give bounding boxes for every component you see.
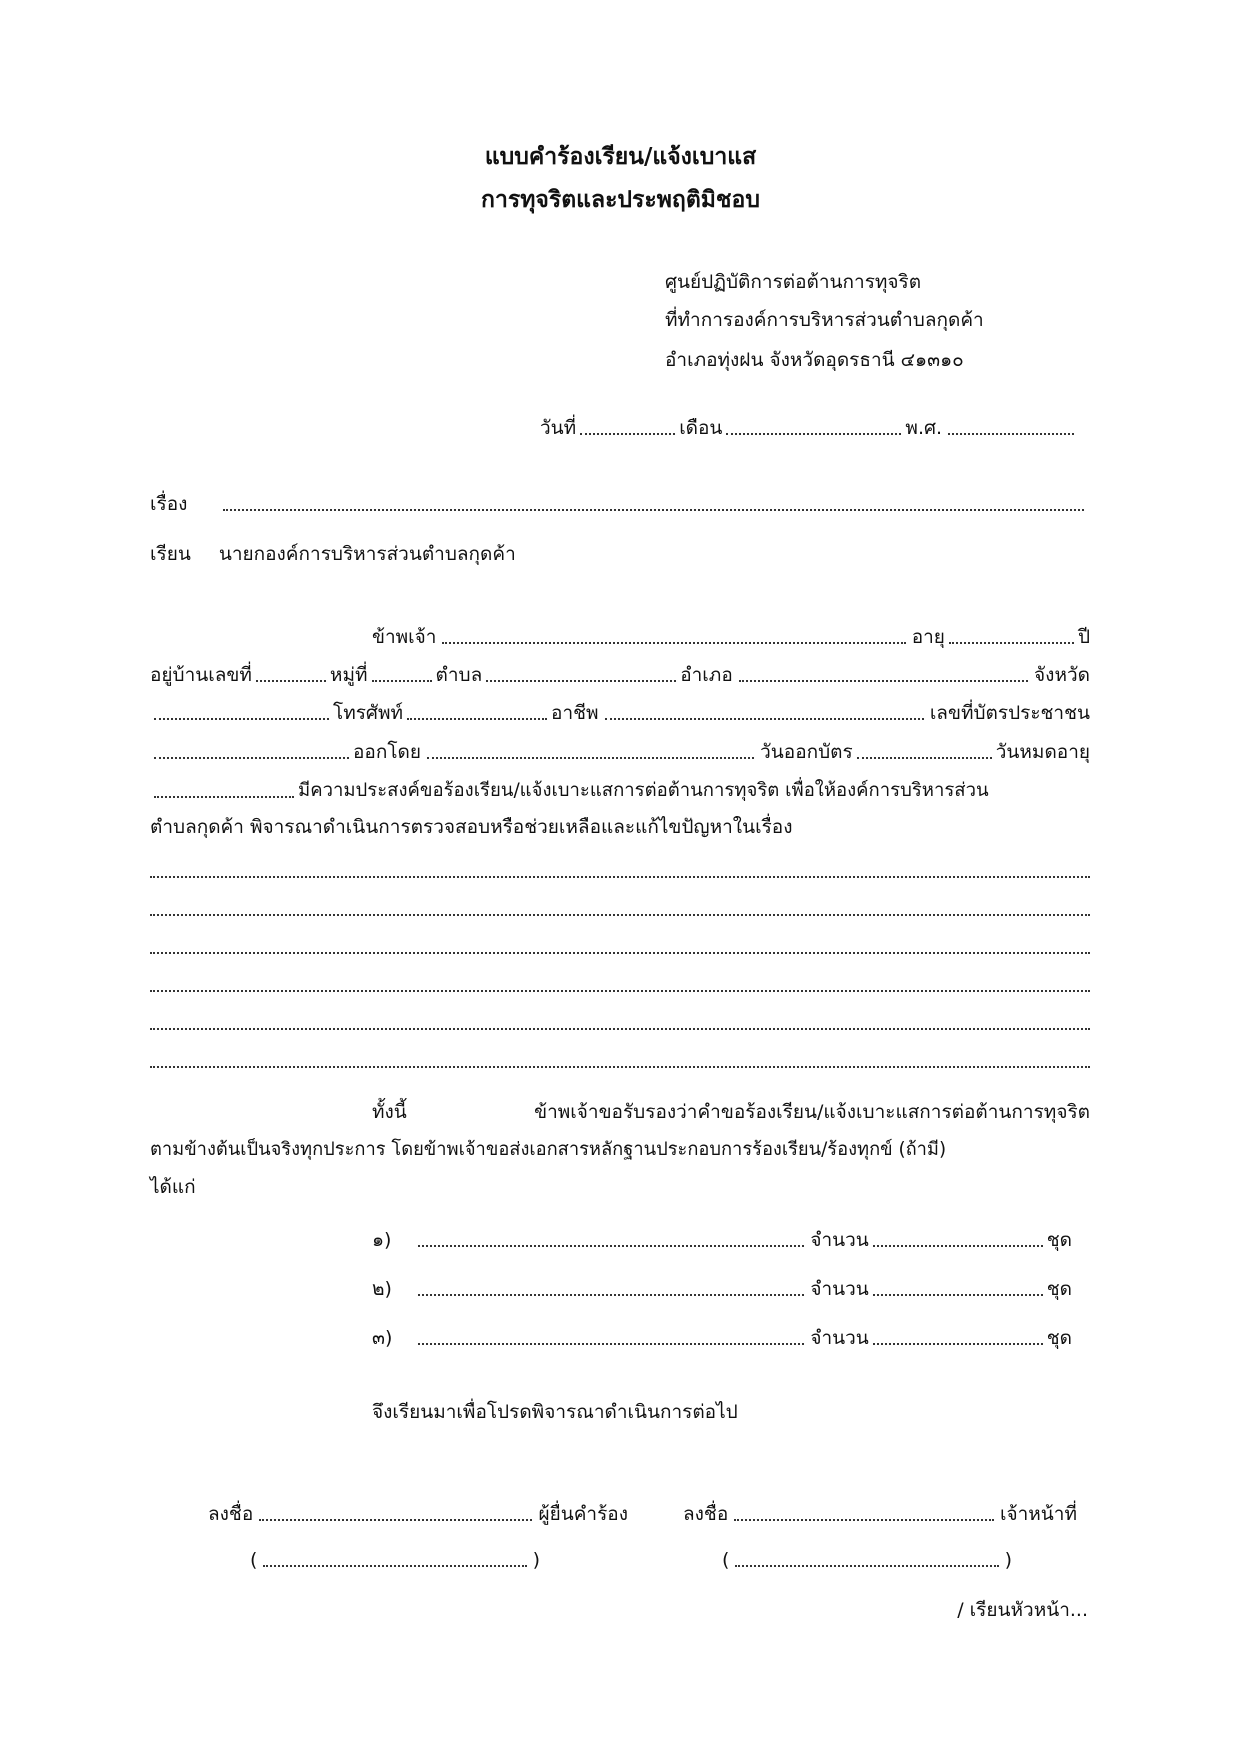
- document-qty-field[interactable]: [873, 1245, 1043, 1247]
- close-paren: ): [532, 1549, 540, 1571]
- recipient-label: เรียน: [150, 543, 191, 565]
- form-title-line-1: แบบคำร้องเรียน/แจ้งเบาแส: [484, 144, 757, 170]
- document-qty-label: จำนวน: [810, 1278, 869, 1300]
- document-item-3: [372, 1326, 1072, 1350]
- certify-line-3: ได้แก่: [150, 1176, 196, 1198]
- open-paren: (: [722, 1549, 730, 1571]
- recipient-row: [150, 542, 1090, 566]
- name-field[interactable]: [442, 642, 905, 644]
- complaint-detail-line-6[interactable]: [150, 1062, 1090, 1068]
- moo-label: หมู่ที่: [329, 664, 368, 686]
- phone-label: โทรศัพท์: [333, 702, 404, 724]
- document-qty-field[interactable]: [873, 1294, 1043, 1296]
- amphoe-label: อำเภอ: [680, 664, 733, 686]
- officer-role: เจ้าหน้าที่: [999, 1503, 1077, 1525]
- closing-text: จึงเรียนมาเพื่อโปรดพิจารณาดำเนินการต่อไป: [372, 1401, 738, 1423]
- complainant-sign-label: ลงชื่อ: [208, 1503, 254, 1525]
- certify-line-1: ทั้งนี้ ข้าพเจ้าขอรับรองว่าคำขอร้องเรียน/แจ้งเบาะแสการต่อต้านการทุจริต: [372, 1101, 1090, 1123]
- job-field[interactable]: [605, 718, 924, 720]
- complainant-role: ผู้ยื่นคำร้อง: [538, 1503, 628, 1525]
- complaint-detail-line-3[interactable]: [150, 948, 1090, 954]
- phone-field[interactable]: [407, 718, 547, 720]
- expiry-label: วันหมดอายุ: [995, 741, 1090, 763]
- document-item-2: [372, 1277, 1072, 1301]
- date-year-field[interactable]: [948, 433, 1074, 435]
- document-number: ๓): [372, 1327, 393, 1349]
- close-paren: ): [1004, 1549, 1012, 1571]
- subject-label: เรื่อง: [150, 493, 188, 515]
- amphoe-field[interactable]: [739, 680, 1028, 682]
- expiry-field[interactable]: [154, 796, 294, 798]
- form-title-line-2: การทุจริตและประพฤติมิชอบ: [481, 187, 760, 213]
- address-line-2: ที่ทำการองค์การบริหารส่วนตำบลกุดค้า: [665, 309, 984, 331]
- page-continuation: / เรียนหัวหน้า...: [957, 1599, 1088, 1621]
- document-qty-label: จำนวน: [810, 1327, 869, 1349]
- complaint-detail-line-1[interactable]: [150, 872, 1090, 878]
- complaint-detail-line-2[interactable]: [150, 910, 1090, 916]
- purpose-text: มีความประสงค์ขอร้องเรียน/แจ้งเบาะแสการต่อต้านการทุจริต เพื่อให้องค์การบริหารส่วน: [298, 780, 989, 801]
- i-label: ข้าพเจ้า: [372, 626, 437, 648]
- tambon-label: ตำบล: [435, 664, 483, 686]
- date-month-label: เดือน: [679, 417, 723, 439]
- officer-printed-name-field[interactable]: [735, 1565, 998, 1567]
- complainant-printed-name-field[interactable]: [263, 1565, 526, 1567]
- form-row-purpose: [150, 779, 1090, 803]
- job-label: อาชีพ: [551, 702, 599, 724]
- complainant-signature-field[interactable]: [259, 1519, 532, 1521]
- complainant-printed-name-row: [250, 1548, 540, 1572]
- date-day-field[interactable]: [580, 433, 675, 435]
- document-unit: ชุด: [1046, 1278, 1072, 1300]
- officer-signature-field[interactable]: [734, 1519, 994, 1521]
- address-line-3: อำเภอทุ่งฝน จังหวัดอุดรธานี ๔๑๓๑๐: [665, 349, 964, 371]
- document-unit: ชุด: [1046, 1229, 1072, 1251]
- document-name-field[interactable]: [418, 1294, 804, 1296]
- form-row-name: [372, 625, 1090, 649]
- document-number: ๒): [372, 1278, 392, 1300]
- document-unit: ชุด: [1046, 1327, 1072, 1349]
- open-paren: (: [250, 1549, 258, 1571]
- date-day-label: วันที่: [540, 417, 577, 439]
- date-row: [540, 416, 1080, 440]
- tambon-field[interactable]: [486, 680, 676, 682]
- document-qty-field[interactable]: [873, 1343, 1043, 1345]
- issue-date-label: วันออกบัตร: [760, 741, 853, 763]
- document-item-1: [372, 1228, 1072, 1252]
- recipient-value: นายกองค์การบริหารส่วนตำบลกุดค้า: [218, 543, 516, 565]
- officer-signature-row: [683, 1502, 1077, 1526]
- house-label: อยู่บ้านเลขที่: [150, 664, 252, 686]
- officer-printed-name-row: [722, 1548, 1012, 1572]
- purpose-continued: ตำบลกุดค้า พิจารณาดำเนินการตรวจสอบหรือช่วยเหลือและแก้ไขปัญหาในเรื่อง: [150, 816, 793, 838]
- document-number: ๑): [372, 1229, 392, 1251]
- address-line-1: ศูนย์ปฏิบัติการต่อต้านการทุจริต: [665, 271, 922, 293]
- document-qty-label: จำนวน: [810, 1229, 869, 1251]
- document-name-field[interactable]: [418, 1245, 804, 1247]
- form-row-address: [150, 663, 1090, 687]
- date-year-label: พ.ศ.: [905, 417, 943, 439]
- complainant-signature-row: [208, 1502, 628, 1526]
- issue-date-field[interactable]: [857, 757, 992, 759]
- id-field[interactable]: [154, 757, 349, 759]
- subject-row: [150, 492, 1090, 516]
- year-unit: ปี: [1077, 626, 1090, 648]
- id-label: เลขที่บัตรประชาชน: [929, 702, 1090, 724]
- certify-line-2: ตามข้างต้นเป็นจริงทุกประการ โดยข้าพเจ้าขอส่งเอกสารหลักฐานประกอบการร้องเรียน/ร้องทุกข์ (ถ้ามี): [150, 1139, 947, 1160]
- complaint-detail-line-4[interactable]: [150, 986, 1090, 992]
- issued-by-field[interactable]: [427, 757, 754, 759]
- province-field[interactable]: [154, 718, 329, 720]
- document-name-field[interactable]: [418, 1343, 804, 1345]
- age-label: อายุ: [911, 626, 945, 648]
- complaint-detail-line-5[interactable]: [150, 1024, 1090, 1030]
- form-row-phone: [150, 701, 1090, 725]
- date-month-field[interactable]: [726, 433, 901, 435]
- subject-field[interactable]: [223, 509, 1084, 511]
- house-field[interactable]: [256, 680, 326, 682]
- moo-field[interactable]: [372, 680, 432, 682]
- form-row-id: [150, 740, 1090, 764]
- age-field[interactable]: [949, 642, 1074, 644]
- officer-sign-label: ลงชื่อ: [683, 1503, 729, 1525]
- issued-by-label: ออกโดย: [353, 741, 422, 763]
- province-label: จังหวัด: [1034, 664, 1090, 686]
